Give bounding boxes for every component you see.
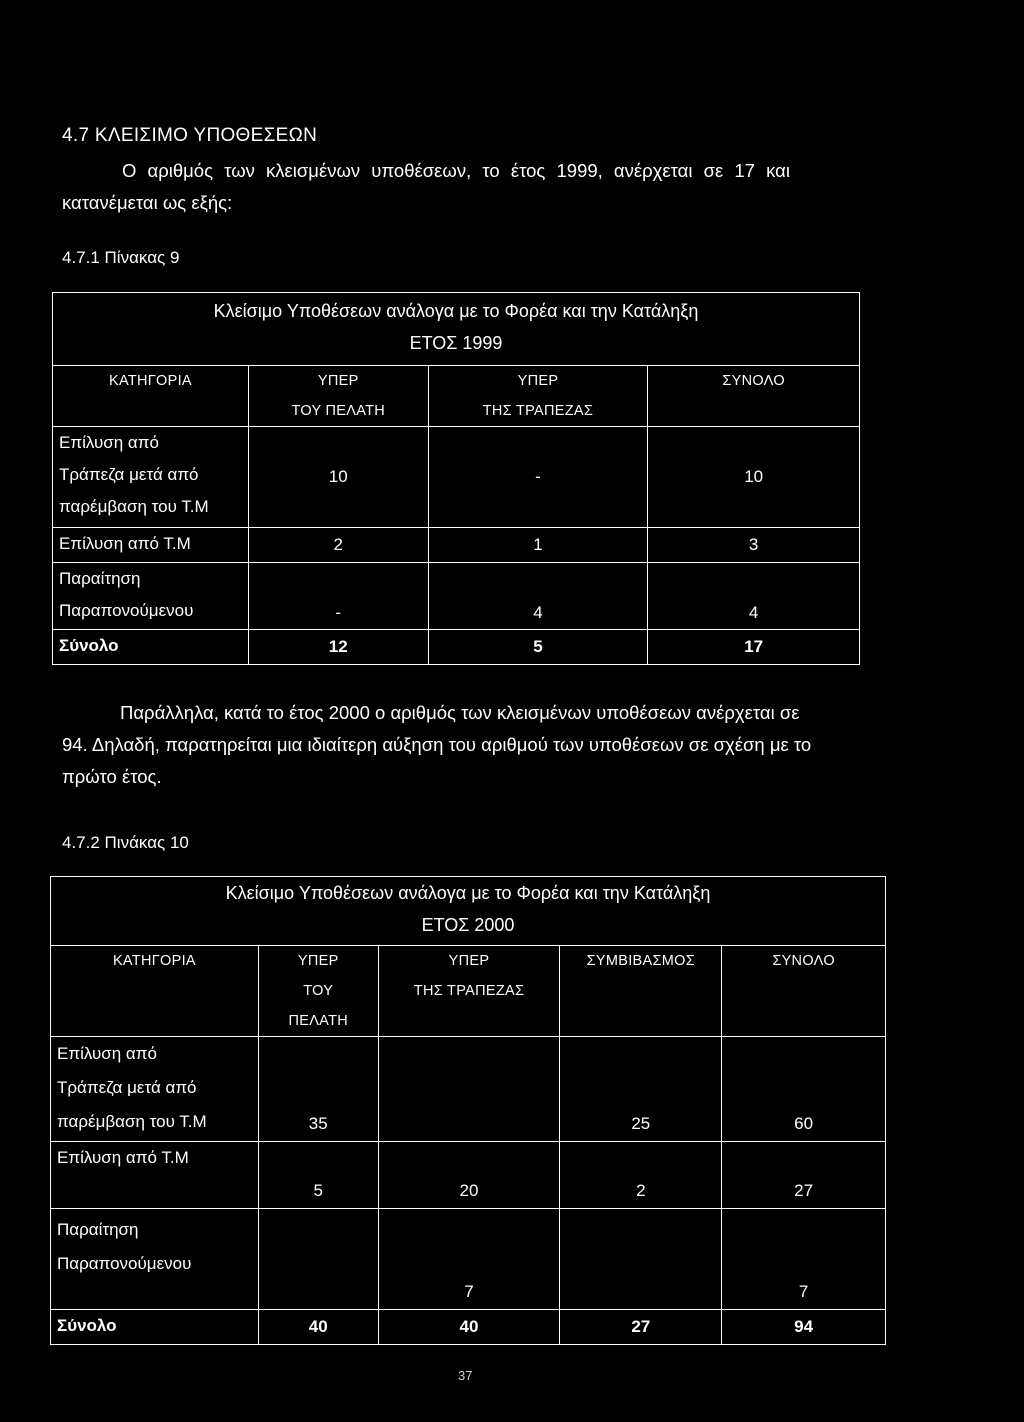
header-client-sub: ΤΟΥ (303, 983, 334, 999)
cell-settlement: 27 (631, 1317, 651, 1336)
table-row (51, 1037, 886, 1142)
row-category: Τράπεζα μετά από (59, 465, 199, 484)
table-total-row (53, 630, 860, 665)
row-category: Επίλυση από Τ.Μ (59, 534, 191, 553)
cell-bank: 1 (533, 535, 543, 554)
header-total: ΣΥΝΟΛΟ (722, 373, 785, 389)
middle-line-2: 94. Δηλαδή, παρατηρείται μια ιδιαίτερη αύξηση του αριθμού των υποθέσεων σε σχέση με το (62, 734, 812, 755)
row-category: Σύνολο (57, 1316, 117, 1335)
row-category: Παραίτηση (57, 1220, 139, 1239)
cell-client: 2 (333, 535, 343, 554)
cell-total: 94 (794, 1317, 814, 1336)
header-bank: ΥΠΕΡ (448, 953, 490, 969)
row-category: Παραπονούμενου (59, 601, 194, 620)
table-caption: Κλείσιμο Υποθέσεων ανάλογα με το Φορέα και την Κατάληξη (225, 883, 711, 903)
table-caption: Κλείσιμο Υποθέσεων ανάλογα με το Φορέα και την Κατάληξη (213, 301, 699, 321)
table-row (51, 1209, 886, 1310)
table2-label: 4.7.2 Πινάκας 10 (62, 833, 189, 852)
table-year: ΕΤΟΣ 1999 (409, 333, 503, 353)
page-number: 37 (458, 1368, 473, 1383)
cell-client: 35 (308, 1114, 328, 1133)
table-header-row (51, 946, 886, 1037)
cell-settlement: 2 (636, 1181, 646, 1200)
middle-line-1: Παράλληλα, κατά το έτος 2000 ο αριθμός των κλεισμένων υποθέσεων ανέρχεται σε (120, 702, 800, 723)
row-category: Σύνολο (59, 636, 119, 655)
header-client-sub: ΠΕΛΑΤΗ (288, 1013, 349, 1029)
header-client: ΥΠΕΡ (317, 373, 359, 389)
cell-total: 17 (744, 637, 764, 656)
cell-bank: 20 (459, 1181, 479, 1200)
cell-bank: 4 (533, 603, 543, 622)
table-year: ΕΤΟΣ 2000 (421, 915, 515, 935)
table-row (53, 427, 860, 528)
table-row (53, 563, 860, 630)
cell-bank: 40 (459, 1317, 479, 1336)
intro-line-2: κατανέμεται ως εξής: (62, 192, 233, 213)
row-category: Παραπονούμενου (57, 1254, 192, 1273)
cell-bank: 5 (533, 637, 543, 656)
table-1999 (52, 292, 860, 665)
middle-line-3: πρώτο έτος. (62, 766, 162, 787)
cell-total: 27 (794, 1181, 814, 1200)
table-caption-row (51, 877, 886, 946)
table-2000 (50, 876, 886, 1345)
intro-line-1: Ο αριθμός των κλεισμένων υποθέσεων, το έτος 1999, ανέρχεται σε 17 και (122, 160, 790, 181)
header-category: ΚΑΤΗΓΟΡΙΑ (108, 373, 192, 389)
cell-total: 60 (794, 1114, 814, 1133)
cell-client: 40 (308, 1317, 328, 1336)
row-category: Επίλυση από Τ.Μ (57, 1148, 189, 1167)
row-category: Επίλυση από (59, 433, 159, 452)
cell-client: 5 (313, 1181, 323, 1200)
cell-total: 7 (798, 1282, 809, 1301)
table-row (53, 528, 860, 563)
cell-bank: 7 (464, 1282, 474, 1301)
header-category: ΚΑΤΗΓΟΡΙΑ (112, 953, 196, 969)
row-category: Παραίτηση (59, 569, 141, 588)
header-bank-sub: ΤΗΣ ΤΡΑΠΕΖΑΣ (482, 403, 594, 419)
header-total: ΣΥΝΟΛΟ (772, 953, 835, 969)
table-total-row (51, 1310, 886, 1345)
cell-total: 3 (748, 535, 759, 554)
table-header-row (53, 366, 860, 427)
table-caption-row (53, 293, 860, 366)
table-row (51, 1142, 886, 1209)
cell-client: 10 (328, 467, 348, 486)
section-title: 4.7 ΚΛΕΙΣΙΜΟ ΥΠΟΘΕΣΕΩΝ (62, 125, 318, 146)
cell-client: - (335, 603, 342, 622)
row-category: Επίλυση από (57, 1044, 157, 1063)
row-category: παρέμβαση του Τ.Μ (59, 497, 209, 516)
row-category: παρέμβαση του Τ.Μ (57, 1112, 207, 1131)
cell-client: 12 (328, 637, 348, 656)
cell-settlement: 25 (631, 1114, 651, 1133)
cell-bank: - (535, 467, 541, 486)
header-bank: ΥΠΕΡ (517, 373, 559, 389)
header-settlement: ΣΥΜΒΙΒΑΣΜΟΣ (586, 953, 695, 969)
cell-total: 4 (748, 603, 759, 622)
table1-label: 4.7.1 Πίνακας 9 (62, 248, 180, 267)
row-category: Τράπεζα μετά από (57, 1078, 197, 1097)
header-bank-sub: ΤΗΣ ΤΡΑΠΕΖΑΣ (413, 983, 525, 999)
header-client-sub: ΤΟΥ ΠΕΛΑΤΗ (291, 403, 386, 419)
header-client: ΥΠΕΡ (297, 953, 339, 969)
cell-total: 10 (744, 467, 764, 486)
